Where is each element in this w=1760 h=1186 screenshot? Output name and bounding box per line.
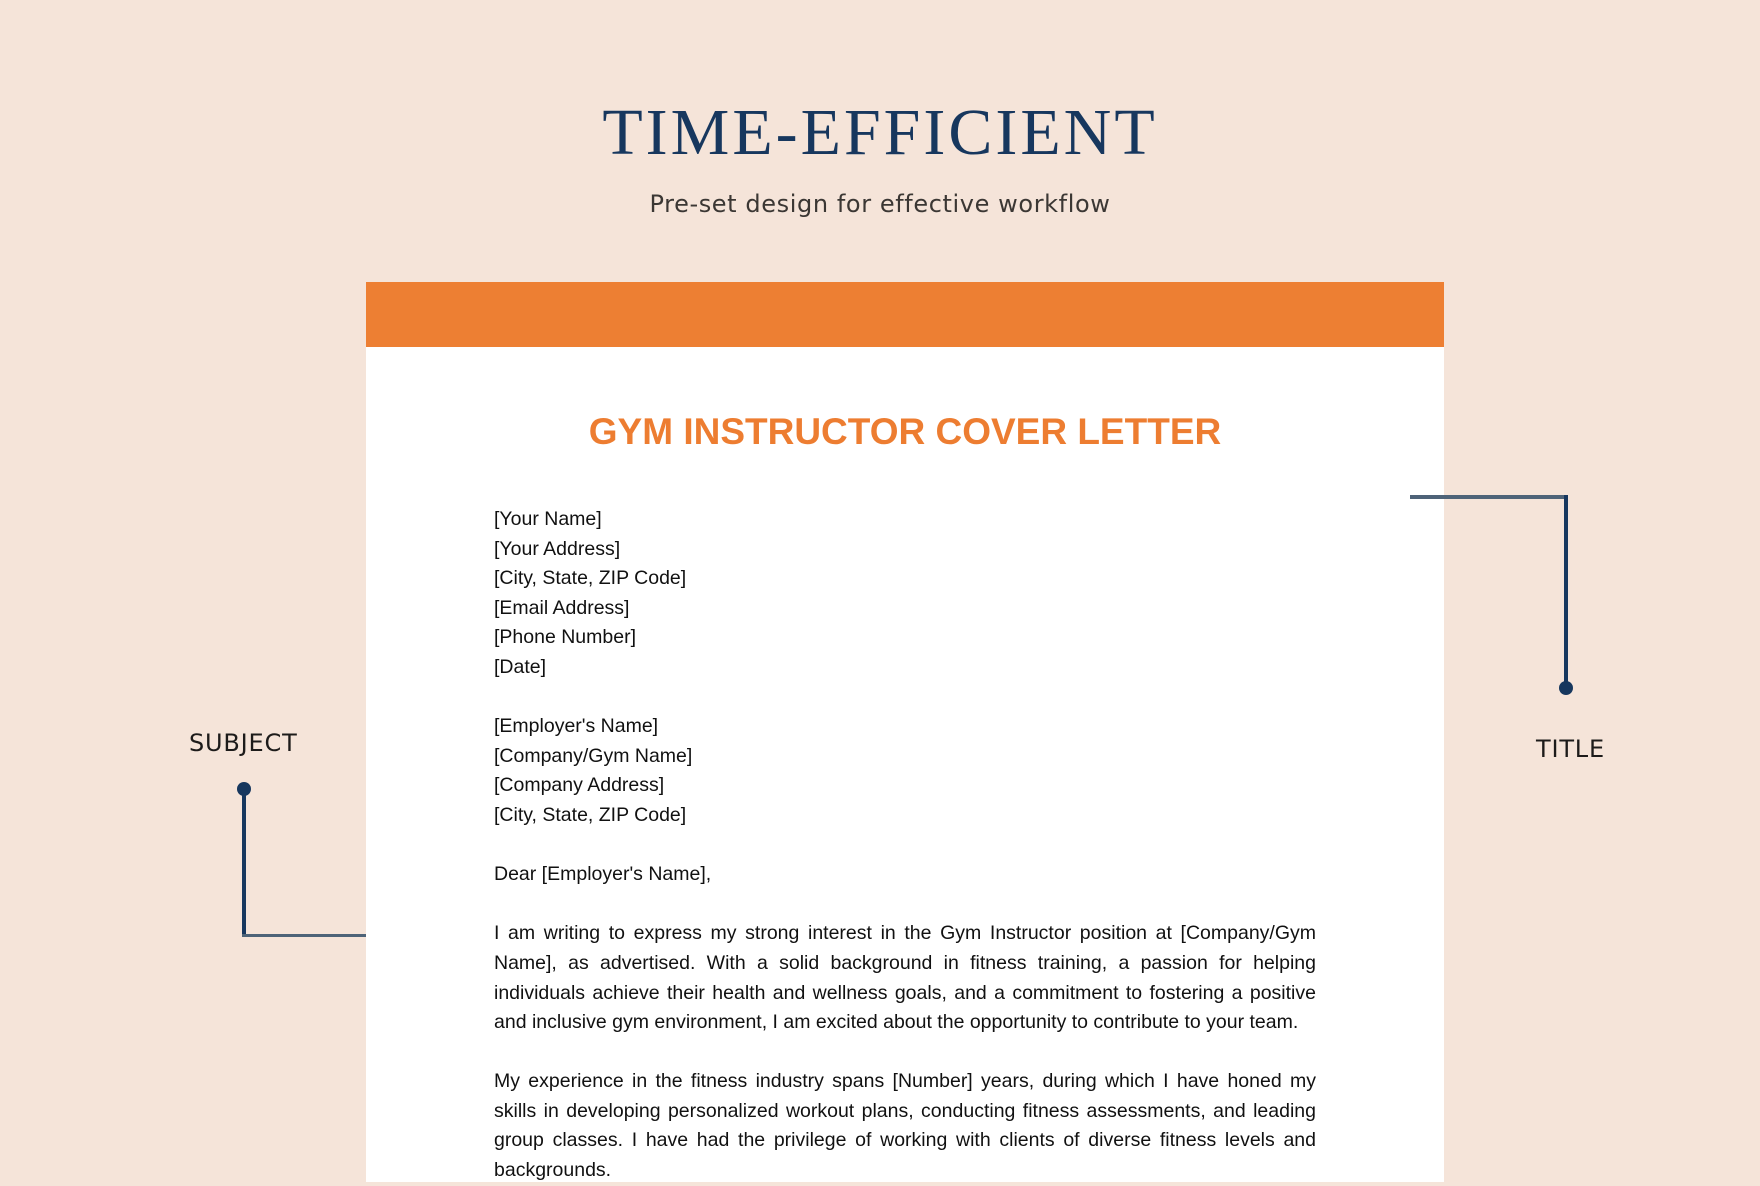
subject-connector-vertical xyxy=(242,789,246,937)
spacer xyxy=(494,683,1316,713)
body-paragraph-2: My experience in the fitness industry spans [Number] years, during which I have honed my skills in developing personalized workout plans, conducting fitness assessments, and leading group classes. I have had the privilege of working with clients of diverse fitness levels and backgrounds. xyxy=(494,1070,1316,1182)
sender-address: [Your Address] xyxy=(494,537,621,560)
title-connector-dot-icon xyxy=(1559,681,1573,695)
sender-email: [Email Address] xyxy=(494,596,630,619)
document-page xyxy=(366,282,1444,1182)
spacer xyxy=(494,890,1316,920)
document-body xyxy=(494,505,1316,1186)
document-title: GYM INSTRUCTOR COVER LETTER xyxy=(588,411,1222,452)
recipient-name: [Employer's Name] xyxy=(494,715,659,738)
spacer xyxy=(494,831,1316,861)
recipient-address: [Company Address] xyxy=(494,774,665,797)
document-header-bar xyxy=(366,282,1444,347)
hero-subtitle: Pre-set design for effective workflow xyxy=(649,190,1111,218)
title-connector-vertical xyxy=(1564,495,1568,687)
sender-phone: [Phone Number] xyxy=(494,626,636,649)
sender-city-state-zip: [City, State, ZIP Code] xyxy=(494,567,687,590)
hero-title: TIME-EFFICIENT xyxy=(602,96,1158,169)
recipient-company: [Company/Gym Name] xyxy=(494,744,693,767)
salutation: Dear [Employer's Name], xyxy=(494,863,712,886)
letter-date: [Date] xyxy=(494,655,547,678)
sender-block xyxy=(494,505,1316,683)
spacer xyxy=(494,1038,1316,1068)
body-paragraph-1: I am writing to express my strong interest in the Gym Instructor position at [Company/Gym Name], as advertised. With a solid background in fitness training, a passion for helping individuals achieve their health and wellness goals, and a commitment to fostering a positive and inclusive gym environment, I am excited about the opportunity to contribute to your team. xyxy=(494,922,1316,1034)
sender-name: [Your Name] xyxy=(494,508,602,530)
recipient-block xyxy=(494,712,1316,830)
subject-annotation-label: SUBJECT xyxy=(189,729,298,757)
title-connector-horizontal xyxy=(1410,495,1568,499)
title-annotation-label: TITLE xyxy=(1536,735,1605,763)
recipient-city-state-zip: [City, State, ZIP Code] xyxy=(494,803,687,826)
